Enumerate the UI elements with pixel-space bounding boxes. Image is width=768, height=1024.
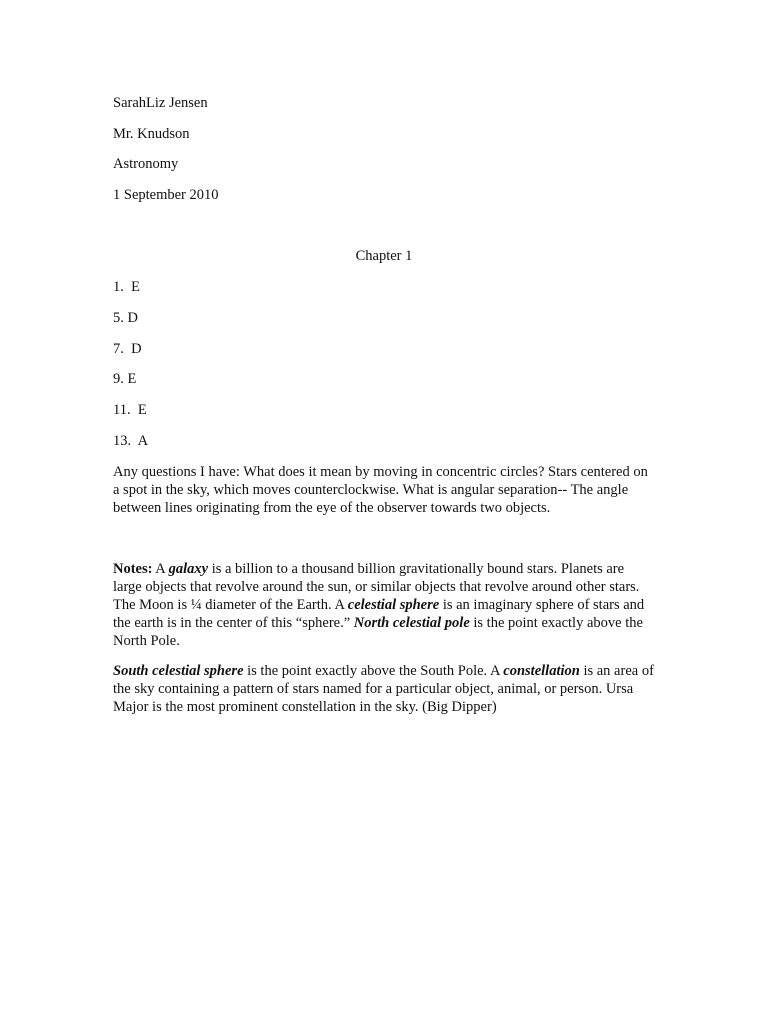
teacher-name: Mr. Knudson xyxy=(113,126,190,142)
term-galaxy: galaxy xyxy=(168,561,209,577)
notes-text: is a billion to a thousand billion gravitationally bound stars. Planets are large objects that revolve around the sun, or similar objects that revolve around other stars. The Moon is ¼ diameter of the Earth. A xyxy=(113,561,640,613)
questions-paragraph: Any questions I have: What does it mean by moving in concentric circles? Stars centered on a spot in the sky, which moves counterclockwise. What is angular separation-- The angle between lines originating from the eye of the observer towards two objects. xyxy=(113,464,648,516)
notes-text: is the point exactly above the South Pole. A xyxy=(243,663,504,679)
document-date: 1 September 2010 xyxy=(113,187,219,203)
answer-item: 5. D xyxy=(113,310,138,326)
term-celestial-sphere: celestial sphere xyxy=(347,597,440,613)
course-name: Astronomy xyxy=(113,156,179,172)
notes-text: is an area of the sky containing a pattern of stars named for a particular object, animal, or person. Ursa Major is the most prominent constellation in the sky. (Big Dipper) xyxy=(113,663,654,715)
notes-text: is an imaginary sphere of stars and the earth is in the center of this “sphere.” xyxy=(113,597,645,631)
notes-text: A xyxy=(152,561,169,577)
notes-paragraph-1 xyxy=(113,560,655,650)
answer-item: 13. A xyxy=(113,433,149,449)
answer-item: 9. E xyxy=(113,371,137,387)
term-constellation: constellation xyxy=(503,663,580,679)
chapter-title: Chapter 1 xyxy=(355,248,413,264)
notes-text: is the point exactly above the North Pole. xyxy=(113,615,643,649)
notes-label: Notes: xyxy=(113,561,153,577)
answer-item: 1. E xyxy=(113,279,140,295)
answer-item: 7. D xyxy=(113,341,142,357)
student-name: SarahLiz Jensen xyxy=(113,95,208,111)
term-north-celestial-pole: North celestial pole xyxy=(353,615,470,631)
answer-item: 11. E xyxy=(113,402,147,418)
notes-paragraph-2 xyxy=(113,662,655,716)
term-south-celestial-sphere: South celestial sphere xyxy=(113,663,244,679)
